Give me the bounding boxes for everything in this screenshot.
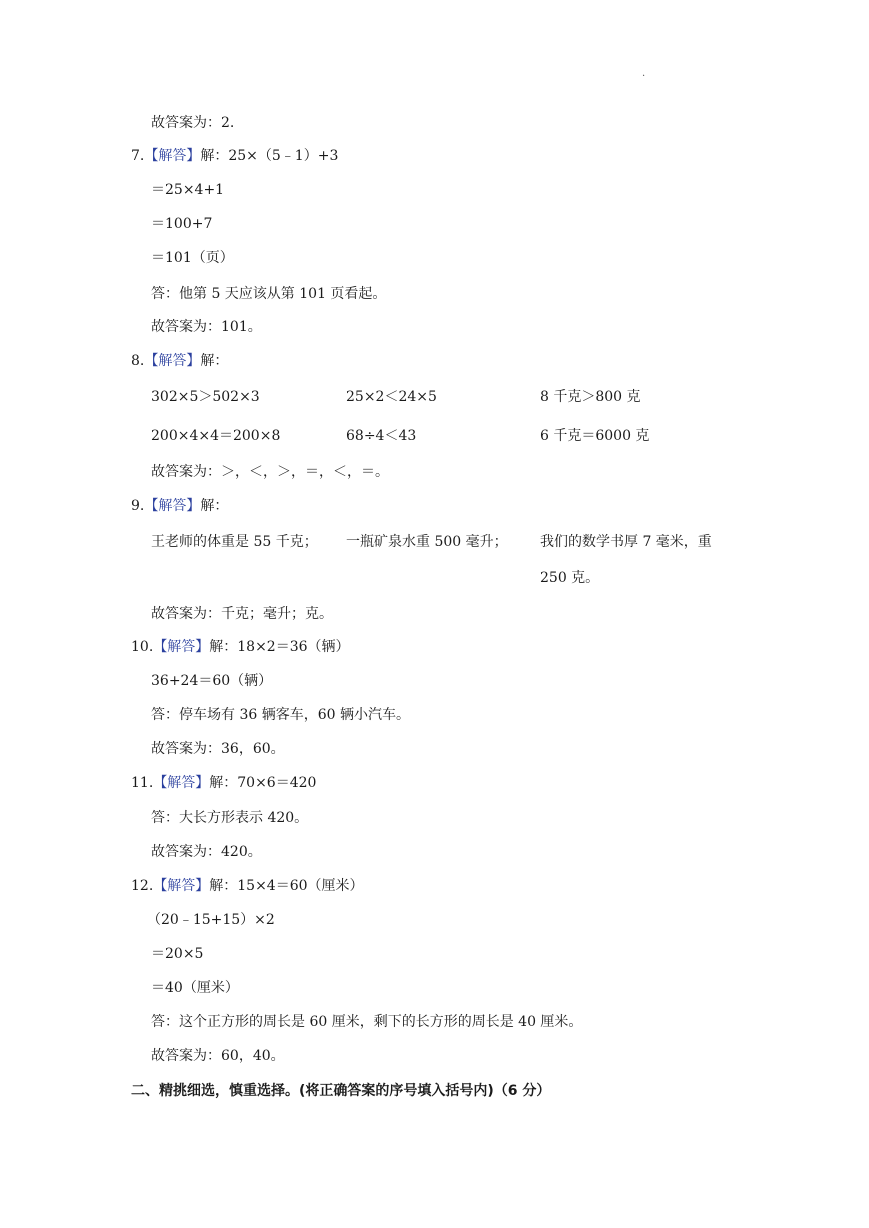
q8-compare-5: 68÷4＜43 xyxy=(346,428,417,444)
q12-answer: 答：这个正方形的周长是 60 厘米，剩下的长方形的周长是 40 厘米。 xyxy=(151,1014,583,1030)
q11-answer: 答：大长方形表示 420。 xyxy=(151,810,309,826)
q8-solution-tag: 【解答】 xyxy=(144,353,201,369)
q8-compare-2: 25×2＜24×5 xyxy=(346,389,437,405)
q7-step-3: ＝101（页） xyxy=(151,250,234,266)
q8-number: 8. xyxy=(131,353,145,369)
q7-step-2: ＝100+7 xyxy=(151,216,213,232)
q8-final-answer: 故答案为：＞，＜，＞，＝，＜，＝。 xyxy=(151,464,389,480)
q6-final-answer: 故答案为：2. xyxy=(151,115,235,131)
q9-statement-1: 王老师的体重是 55 千克； xyxy=(151,534,318,550)
q7-number: 7. xyxy=(131,148,145,164)
q11-heading xyxy=(131,773,316,793)
q12-heading xyxy=(131,876,364,896)
q10-heading xyxy=(131,637,350,657)
q12-step-2: ＝20×5 xyxy=(151,946,204,962)
q7-final-answer: 故答案为：101。 xyxy=(151,319,262,335)
q9-statement-3b: 250 克。 xyxy=(540,570,600,586)
q8-heading xyxy=(131,351,228,371)
q9-heading xyxy=(131,496,228,516)
q8-compare-6: 6 千克＝6000 克 xyxy=(540,428,650,444)
q9-statement-3a: 我们的数学书厚 7 毫米，重 xyxy=(540,534,712,550)
q7-heading xyxy=(131,146,338,166)
q8-solution: 解： xyxy=(200,353,229,369)
q9-number: 9. xyxy=(131,498,145,514)
q12-step-1: （20﹣15+15）×2 xyxy=(147,912,275,928)
q10-step-1: 36+24＝60（辆） xyxy=(151,673,273,689)
q10-solution-tag: 【解答】 xyxy=(153,639,210,655)
section-2-heading: 二、精挑细选，慎重选择。(将正确答案的序号填入括号内)（6 分） xyxy=(131,1083,551,1099)
q9-solution-tag: 【解答】 xyxy=(144,498,201,514)
q11-solution-tag: 【解答】 xyxy=(153,775,210,791)
q8-compare-3: 8 千克＞800 克 xyxy=(540,389,641,405)
q9-final-answer: 故答案为：千克；毫升；克。 xyxy=(151,606,333,622)
q7-solution-tag: 【解答】 xyxy=(144,148,201,164)
q11-solution: 解：70×6＝420 xyxy=(209,775,317,791)
q10-solution: 解：18×2＝36（辆） xyxy=(209,639,350,655)
q10-number: 10. xyxy=(131,639,154,655)
q12-solution: 解：15×4＝60（厘米） xyxy=(209,878,364,894)
q10-final-answer: 故答案为：36，60。 xyxy=(151,741,285,757)
q12-final-answer: 故答案为：60，40。 xyxy=(151,1048,285,1064)
q11-number: 11. xyxy=(131,775,154,791)
q8-compare-4: 200×4×4＝200×8 xyxy=(151,428,281,444)
q8-compare-1: 302×5＞502×3 xyxy=(151,389,260,405)
q7-solution: 解：25×（5﹣1）+3 xyxy=(200,148,339,164)
q12-step-3: ＝40（厘米） xyxy=(151,980,239,996)
header-mark: . xyxy=(642,68,646,79)
q9-solution: 解： xyxy=(200,498,229,514)
q12-solution-tag: 【解答】 xyxy=(153,878,210,894)
q12-number: 12. xyxy=(131,878,154,894)
q9-statement-2: 一瓶矿泉水重 500 毫升； xyxy=(346,534,508,550)
q7-step-1: ＝25×4+1 xyxy=(151,182,225,198)
q10-answer: 答：停车场有 36 辆客车，60 辆小汽车。 xyxy=(151,707,410,723)
q11-final-answer: 故答案为：420。 xyxy=(151,844,262,860)
q7-answer: 答：他第 5 天应该从第 101 页看起。 xyxy=(151,286,387,302)
